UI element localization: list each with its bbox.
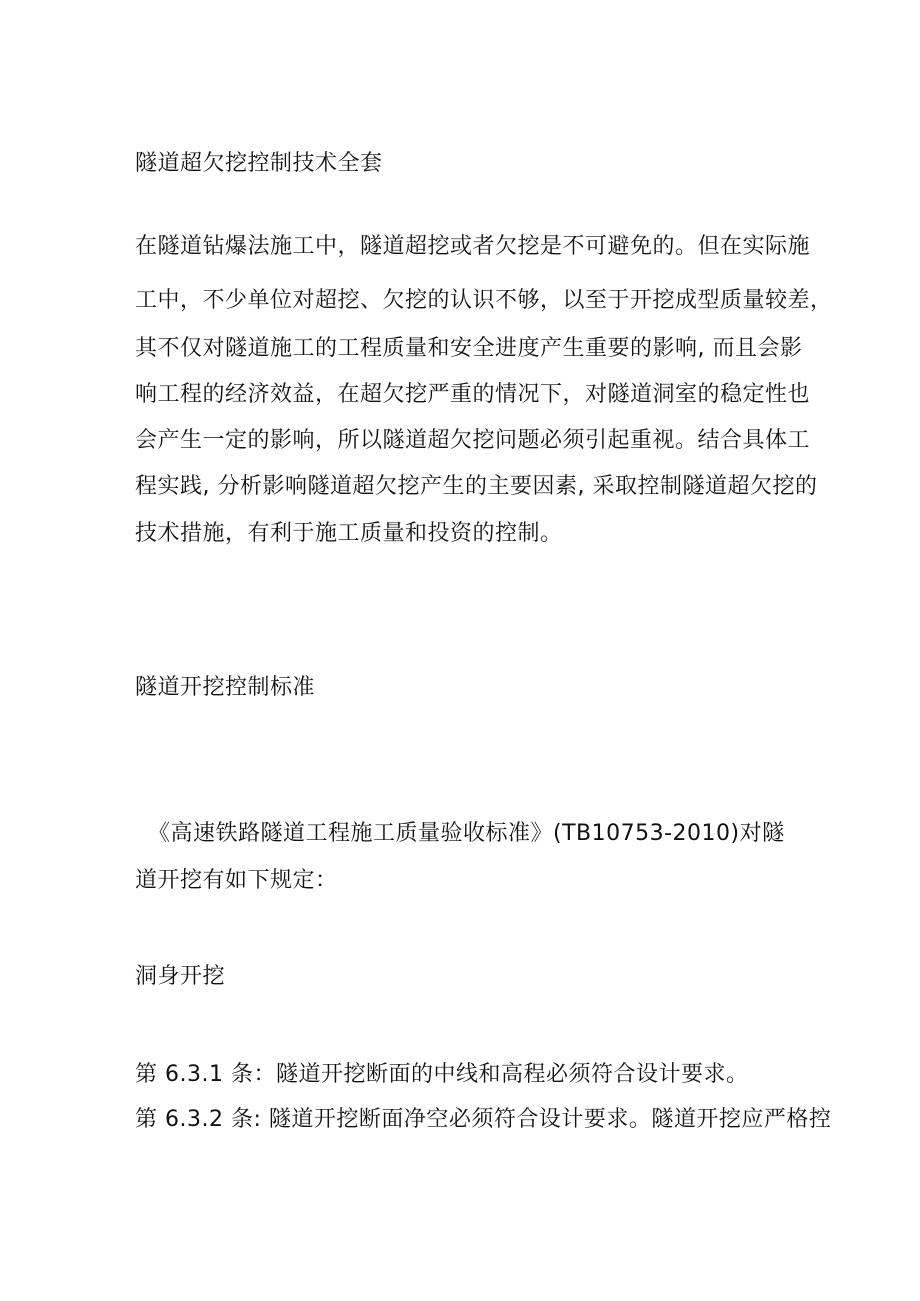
article-line: 第 6.3.1 条：隧道开挖断面的中线和高程必须符合设计要求。 [135, 1062, 749, 1087]
subheading: 洞身开挖 [135, 964, 226, 989]
article-line: 第 6.3.2 条: 隧道开挖断面净空必须符合设计要求。隧道开挖应严格控 [135, 1107, 832, 1132]
intro-paragraph-line: 其不仅对隧道施工的工程质量和安全进度产生重要的影响, 而且会影 [135, 336, 803, 361]
section-heading: 隧道开挖控制标准 [135, 675, 316, 700]
intro-paragraph-line: 在隧道钻爆法施工中，隧道超挖或者欠挖是不可避免的。但在实际施 [135, 234, 811, 259]
intro-paragraph-line: 程实践, 分析影响隧道超欠挖产生的主要因素, 采取控制隧道超欠挖的 [135, 474, 818, 499]
reference-line: 道开挖有如下规定： [135, 868, 338, 893]
intro-paragraph-line: 工中，不少单位对超挖、欠挖的认识不够，以至于开挖成型质量较差， [135, 288, 833, 313]
document-title: 隧道超欠挖控制技术全套 [135, 151, 383, 176]
intro-paragraph-line: 响工程的经济效益，在超欠挖严重的情况下，对隧道洞室的稳定性也 [135, 382, 811, 407]
intro-paragraph-line: 会产生一定的影响，所以隧道超欠挖问题必须引起重视。结合具体工 [135, 428, 811, 453]
intro-paragraph-line: 技术措施，有利于施工质量和投资的控制。 [135, 521, 563, 546]
reference-line: 《高速铁路隧道工程施工质量验收标准》(TB10753-2010)对隧 [148, 821, 785, 846]
